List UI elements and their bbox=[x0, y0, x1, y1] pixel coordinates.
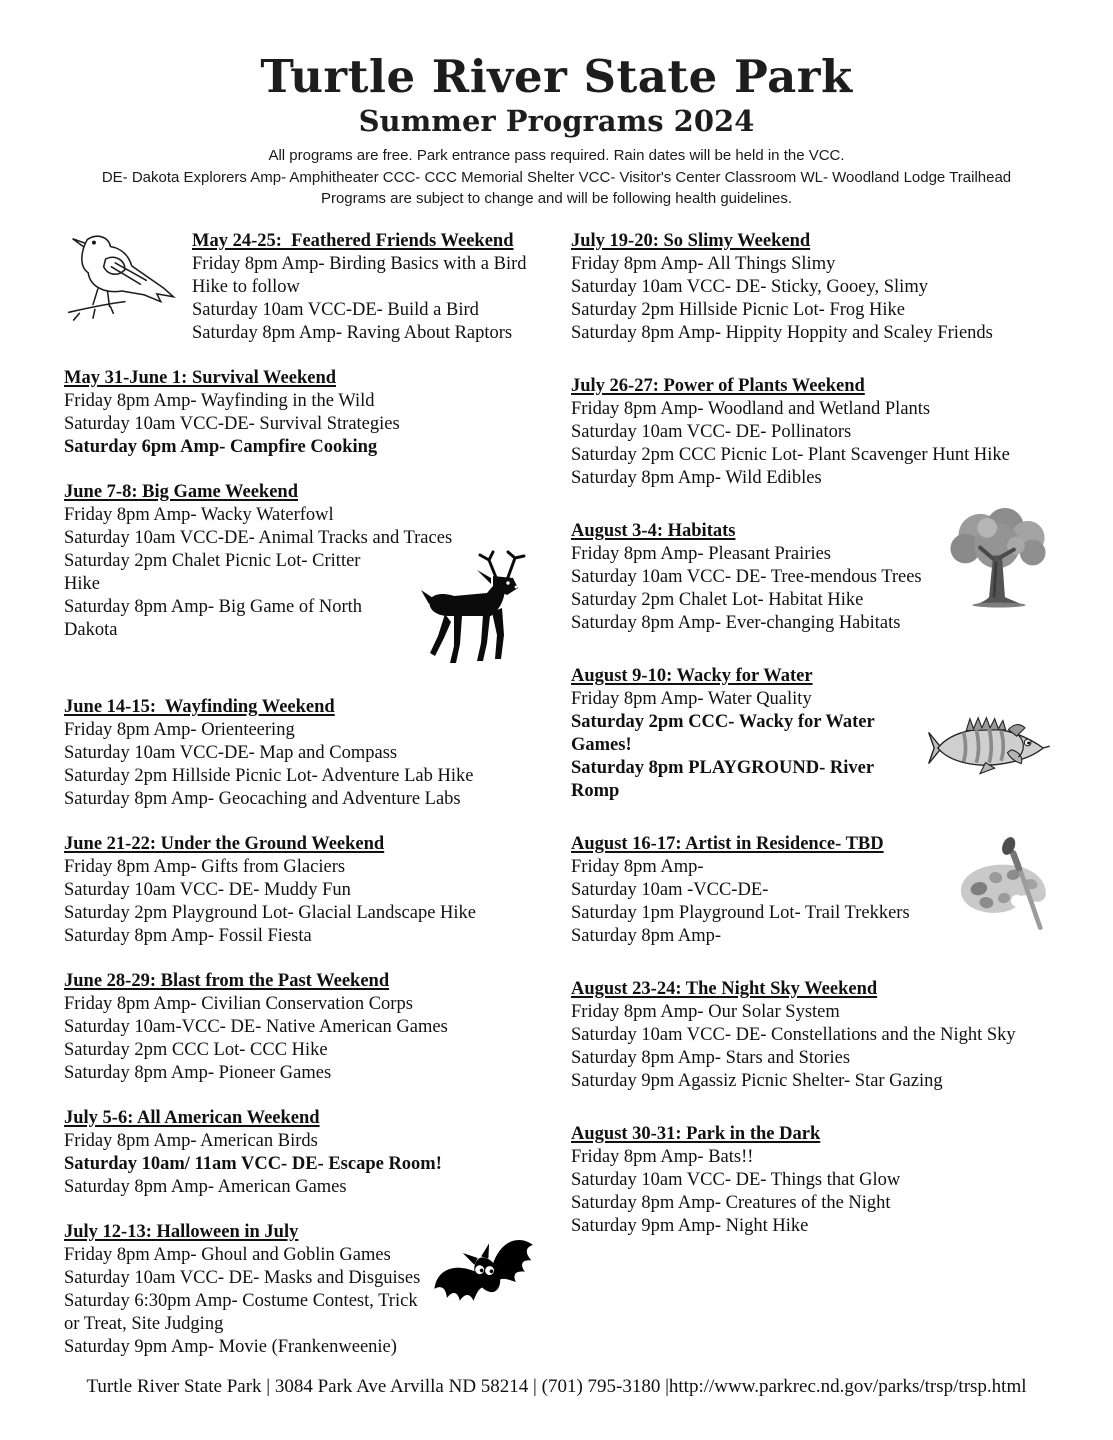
two-column-body bbox=[0, 210, 1113, 1381]
program-line: Saturday 8pm Amp- Raving About Raptors bbox=[192, 323, 513, 344]
program-line: Saturday 2pm Chalet Lot- Habitat Hike bbox=[571, 590, 864, 611]
intro-line: DE- Dakota Explorers Amp- Amphitheater CCC- CCC Memorial Shelter VCC- Visitor's Center Classroom WL- Woodland Lodge Trailhead bbox=[101, 168, 1012, 186]
bird-illustration bbox=[64, 230, 182, 322]
event-heading: August 9-10: Wacky for Water bbox=[571, 666, 813, 687]
program-line: Saturday 8pm Amp- Stars and Stories bbox=[571, 1048, 851, 1069]
program-line: Friday 8pm Amp- Wacky Waterfowl bbox=[64, 505, 334, 526]
program-line: Saturday 2pm CCC Picnic Lot- Plant Scavenger Hunt Hike bbox=[571, 445, 1010, 466]
event-section-july26 bbox=[571, 375, 1056, 490]
program-line: Saturday 10am VCC-DE- Map and Compass bbox=[64, 743, 398, 764]
program-line: Saturday 2pm Chalet Picnic Lot- Critter Hike bbox=[64, 551, 361, 595]
program-line: Saturday 10am VCC- DE- Masks and Disguises bbox=[64, 1268, 421, 1289]
program-line: Friday 8pm Amp- bbox=[571, 857, 704, 878]
program-line: Saturday 8pm PLAYGROUND- River Romp bbox=[571, 758, 874, 802]
event-section-july19 bbox=[571, 230, 1056, 345]
event-section-june21 bbox=[64, 833, 549, 948]
left-column bbox=[64, 230, 549, 1381]
program-line: Saturday 8pm Amp- American Games bbox=[64, 1177, 347, 1198]
event-section-june7 bbox=[64, 481, 549, 674]
program-line: Friday 8pm Amp- Civilian Conservation Corps bbox=[64, 994, 413, 1015]
program-line: Saturday 6pm Amp- Campfire Cooking bbox=[64, 437, 378, 458]
event-section-july5 bbox=[64, 1107, 549, 1199]
program-line: Friday 8pm Amp- Orienteering bbox=[64, 720, 295, 741]
program-line: Saturday 8pm Amp- Pioneer Games bbox=[64, 1063, 332, 1084]
program-line: Saturday 10am-VCC- DE- Native American Games bbox=[64, 1017, 448, 1038]
program-line: Saturday 10am VCC-DE- Build a Bird bbox=[192, 300, 479, 321]
event-heading: August 3-4: Habitats bbox=[571, 521, 736, 542]
event-heading: July 12-13: Halloween in July bbox=[64, 1222, 299, 1243]
event-heading: June 7-8: Big Game Weekend bbox=[64, 482, 298, 503]
tree-illustration bbox=[942, 506, 1056, 608]
program-line: Friday 8pm Amp- American Birds bbox=[64, 1131, 318, 1152]
program-line: Friday 8pm Amp- All Things Slimy bbox=[571, 254, 836, 275]
program-line: Friday 8pm Amp- Water Quality bbox=[571, 689, 812, 710]
event-heading: August 30-31: Park in the Dark bbox=[571, 1124, 821, 1145]
event-heading: August 16-17: Artist in Residence- TBD bbox=[571, 834, 884, 855]
flyer-header bbox=[0, 0, 1113, 210]
program-line: Saturday 8pm Amp- Hippity Hoppity and Scaley Friends bbox=[571, 323, 993, 344]
event-section-aug9 bbox=[571, 665, 1056, 803]
page-subtitle: Summer Programs 2024 bbox=[358, 103, 755, 138]
program-line: Friday 8pm Amp- Birding Basics with a Bird Hike to follow bbox=[192, 254, 527, 298]
program-line: Saturday 9pm Agassiz Picnic Shelter- Star Gazing bbox=[571, 1071, 943, 1092]
program-line: Saturday 2pm CCC Lot- CCC Hike bbox=[64, 1040, 328, 1061]
program-line: Saturday 10am VCC- DE- Tree-mendous Trees bbox=[571, 567, 922, 588]
program-line: Saturday 9pm Amp- Night Hike bbox=[571, 1216, 809, 1237]
event-heading: July 19-20: So Slimy Weekend bbox=[571, 231, 811, 252]
event-section-july12 bbox=[64, 1221, 549, 1359]
program-line: Friday 8pm Amp- Wayfinding in the Wild bbox=[64, 391, 375, 412]
event-section-may31 bbox=[64, 367, 549, 459]
program-line: Saturday 8pm Amp- Fossil Fiesta bbox=[64, 926, 312, 947]
program-line: Saturday 8pm Amp- Wild Edibles bbox=[571, 468, 822, 489]
program-line: Saturday 8pm Amp- Ever-changing Habitats bbox=[571, 613, 901, 634]
event-section-aug23 bbox=[571, 978, 1056, 1093]
intro-text bbox=[0, 145, 1113, 210]
program-line: Friday 8pm Amp- Gifts from Glaciers bbox=[64, 857, 346, 878]
program-line: Saturday 10am VCC- DE- Things that Glow bbox=[571, 1170, 901, 1191]
page-title: Turtle River State Park bbox=[260, 50, 853, 103]
program-line: Friday 8pm Amp- Woodland and Wetland Plants bbox=[571, 399, 931, 420]
event-heading: June 14-15: Wayfinding Weekend bbox=[64, 697, 335, 718]
program-line: Saturday 2pm Hillside Picnic Lot- Frog Hike bbox=[571, 300, 905, 321]
program-line: Saturday 2pm CCC- Wacky for Water Games! bbox=[571, 712, 875, 756]
event-section-aug16 bbox=[571, 833, 1056, 948]
intro-line: All programs are free. Park entrance pass required. Rain dates will be held in the VCC. bbox=[268, 146, 845, 164]
program-line: Saturday 10am VCC- DE- Muddy Fun bbox=[64, 880, 351, 901]
event-heading: June 21-22: Under the Ground Weekend bbox=[64, 834, 385, 855]
program-line: Saturday 6:30pm Amp- Costume Contest, Trick or Treat, Site Judging bbox=[64, 1291, 418, 1335]
program-line: Saturday 2pm Hillside Picnic Lot- Adventure Lab Hike bbox=[64, 766, 474, 787]
fish-illustration bbox=[926, 715, 1056, 781]
paint-palette-illustration bbox=[952, 833, 1056, 937]
program-line: Saturday 10am VCC- DE- Pollinators bbox=[571, 422, 852, 443]
event-section-june14 bbox=[64, 696, 549, 811]
program-line: Friday 8pm Amp- Pleasant Prairies bbox=[571, 544, 831, 565]
event-heading: August 23-24: The Night Sky Weekend bbox=[571, 979, 878, 1000]
program-line: Saturday 10am VCC- DE- Sticky, Gooey, Slimy bbox=[571, 277, 928, 298]
event-section-aug3 bbox=[571, 520, 1056, 635]
event-heading: May 31-June 1: Survival Weekend bbox=[64, 368, 337, 389]
bat-illustration bbox=[429, 1221, 549, 1327]
program-line: Saturday 8pm Amp- Geocaching and Adventure Labs bbox=[64, 789, 461, 810]
event-section-june28 bbox=[64, 970, 549, 1085]
program-line: Saturday 8pm Amp- Creatures of the Night bbox=[571, 1193, 891, 1214]
event-heading: July 26-27: Power of Plants Weekend bbox=[571, 376, 865, 397]
program-line: Saturday 10am VCC-DE- Animal Tracks and Traces bbox=[64, 528, 453, 549]
program-line: Saturday 10am VCC- DE- Constellations and the Night Sky bbox=[571, 1025, 1016, 1046]
program-line: Saturday 8pm Amp- Big Game of North Dakota bbox=[64, 597, 363, 641]
program-line: Friday 8pm Amp- Our Solar System bbox=[571, 1002, 840, 1023]
event-heading: May 24-25: Feathered Friends Weekend bbox=[192, 231, 514, 252]
program-line: Friday 8pm Amp- Bats!! bbox=[571, 1147, 754, 1168]
program-line: Saturday 2pm Playground Lot- Glacial Landscape Hike bbox=[64, 903, 477, 924]
footer-contact-line: Turtle River State Park | 3084 Park Ave Arvilla ND 58214 | (701) 795-3180 |http://www.parkrec.nd.gov/parks/trsp/trsp.html bbox=[86, 1376, 1027, 1397]
event-heading: June 28-29: Blast from the Past Weekend bbox=[64, 971, 390, 992]
intro-line: Programs are subject to change and will be following health guidelines. bbox=[320, 190, 793, 208]
program-line: Saturday 1pm Playground Lot- Trail Trekkers bbox=[571, 903, 910, 924]
program-line: Saturday 10am -VCC-DE- bbox=[571, 880, 769, 901]
event-heading: July 5-6: All American Weekend bbox=[64, 1108, 320, 1129]
program-line: Saturday 10am/ 11am VCC- DE- Escape Room! bbox=[64, 1154, 442, 1175]
event-section-may24 bbox=[64, 230, 549, 345]
event-section-aug30 bbox=[571, 1123, 1056, 1238]
program-line: Friday 8pm Amp- Ghoul and Goblin Games bbox=[64, 1245, 391, 1266]
program-line: Saturday 8pm Amp- bbox=[571, 926, 722, 947]
deer-silhouette-illustration bbox=[407, 550, 549, 672]
program-line: Saturday 10am VCC-DE- Survival Strategies bbox=[64, 414, 400, 435]
program-line: Saturday 9pm Amp- Movie (Frankenweenie) bbox=[64, 1337, 397, 1358]
right-column bbox=[571, 230, 1056, 1381]
